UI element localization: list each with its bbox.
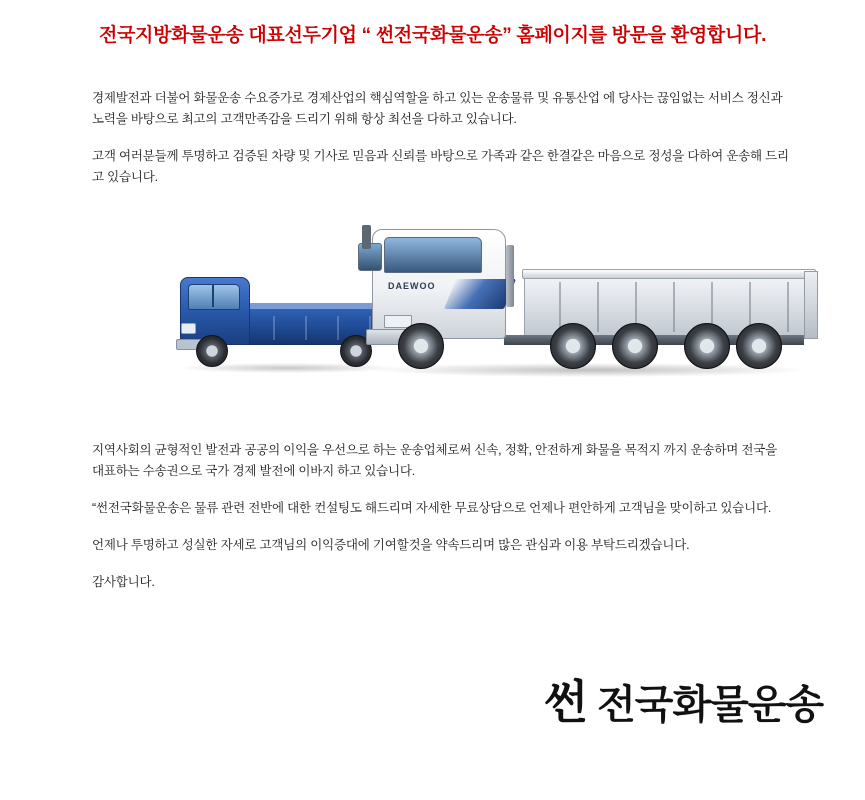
intro-paragraph-2: 고객 여러분들께 투명하고 검증된 차량 및 기사로 믿음과 신뢰를 바탕으로 가족과 같은 한결같은 마음으로 정성을 다하여 운송해 드리고 있습니다. <box>92 149 789 184</box>
closing-text-block <box>92 440 792 593</box>
white-truck-exhaust-stack <box>506 245 514 307</box>
blue-truck-headlight <box>181 323 196 334</box>
closing-paragraph-3: 언제나 투명하고 성실한 자세로 고객님의 이익증대에 기여할것을 약속드리며 많은 관심과 이용 부탁드리겠습니다. <box>92 538 690 552</box>
white-truck-shadow <box>374 363 804 377</box>
company-logo-text: 전국화물운송 <box>587 683 823 727</box>
intro-text-block <box>92 88 792 188</box>
white-truck-wheel-3 <box>612 323 658 369</box>
closing-paragraph-1: 지역사회의 균형적인 발전과 공공의 이익을 우선으로 하는 운송업체로써 신속, 정확, 안전하게 화물을 목적지 까지 운송하며 전국을 대표하는 수송권으로 국가 경제 발전에 이바지 하고 있습니다. <box>92 443 778 478</box>
page-title: 전국지방화물운송 대표선두기업 “ 썬전국화물운송” 홈페이지를 방문을 환영합니다. <box>98 25 767 46</box>
white-truck-wheel-2 <box>550 323 596 369</box>
intro-paragraph-1: 경제발전과 더불어 화물운송 수요증가로 경제산업의 핵심역할을 하고 있는 운송물류 및 유통산업 에 당사는 끊임없는 서비스 정신과 노력을 바탕으로 최고의 고객만족감을 드리기 위해 항상 최선을 다하고 있습니다. <box>92 91 783 126</box>
white-truck-brand-label: DAEWOO <box>388 281 436 291</box>
blue-truck-front-wheel <box>196 335 228 367</box>
company-logo-mark: 썬 <box>543 676 588 728</box>
blue-truck-windshield <box>188 284 240 310</box>
white-flatbed-truck-icon <box>354 223 824 398</box>
company-logo <box>544 666 823 732</box>
white-truck-wheel-1 <box>398 323 444 369</box>
white-truck-tailgate <box>804 271 818 339</box>
white-truck-bed-rail <box>522 269 816 279</box>
white-truck-wheel-5 <box>736 323 782 369</box>
white-truck-mirror <box>362 225 371 249</box>
blue-truck-window-divider <box>212 285 214 307</box>
truck-illustration <box>92 205 832 410</box>
closing-paragraph-4: 감사합니다. <box>92 575 155 589</box>
white-truck-wheel-4 <box>684 323 730 369</box>
closing-paragraph-2: “썬전국화물운송은 물류 관련 전반에 대한 컨설팅도 해드리며 자세한 무료상담으로 언제나 편안하게 고객님을 맞이하고 있습니다. <box>92 501 772 515</box>
white-truck-windshield <box>384 237 482 273</box>
